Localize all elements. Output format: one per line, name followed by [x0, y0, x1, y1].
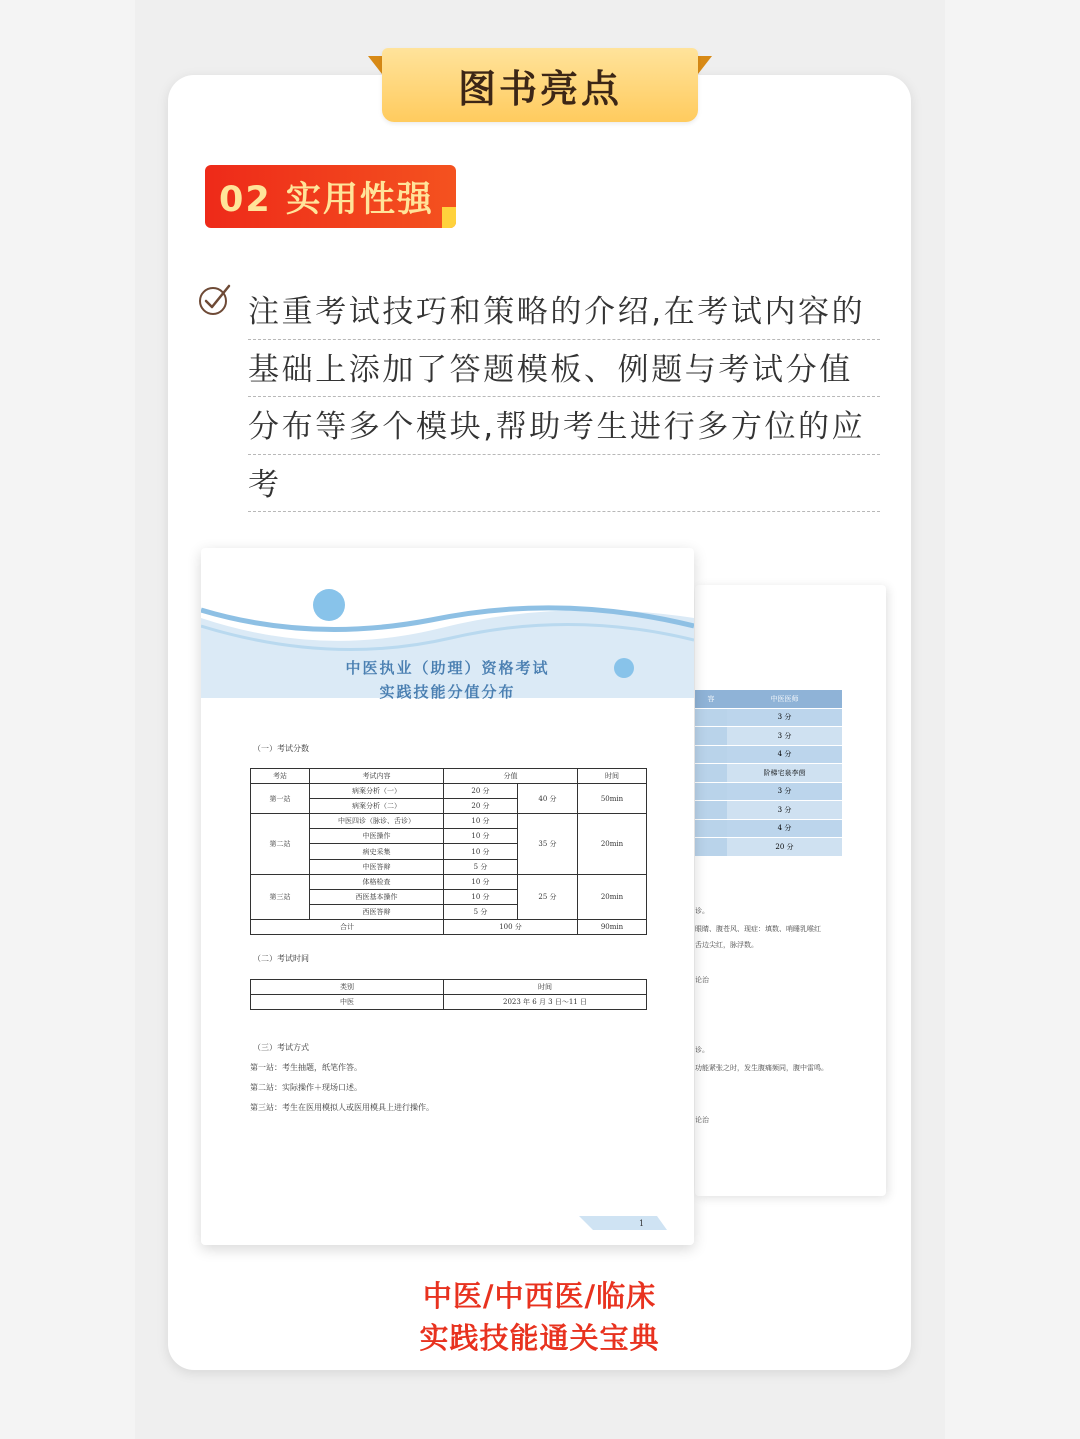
back-score-table [695, 689, 842, 856]
item-cell: 中医操作 [310, 829, 444, 844]
page-number-tab [579, 1212, 671, 1234]
back-table-cell: 3 分 [727, 801, 842, 820]
table-header: 考试内容 [310, 769, 444, 784]
item-score-cell: 5 分 [444, 904, 518, 919]
table-header: 类别 [251, 980, 444, 995]
section-heading: （二）考试时间 [253, 954, 309, 963]
station-time-cell: 20min [578, 874, 647, 919]
ribbon-fold-right [698, 56, 712, 74]
section-ribbon [382, 48, 698, 122]
item-cell: 西医基本操作 [310, 889, 444, 904]
item-cell: 西医答辩 [310, 904, 444, 919]
back-note: 论治 [695, 976, 709, 984]
item-score-cell: 10 分 [444, 874, 518, 889]
station-score-cell: 40 分 [518, 784, 578, 814]
sample-page-back [695, 585, 886, 1196]
back-table-cell: 阶梯宅泉李茵 [727, 764, 842, 783]
description-line: 分布等多个模块,帮助考生进行多方位的应 [248, 397, 880, 455]
section-heading: （三）考试方式 [253, 1043, 309, 1052]
badge-corner-accent [442, 207, 456, 228]
sample-page-front [201, 548, 694, 1245]
table-cell: 2023 年 6 月 3 日～11 日 [444, 995, 647, 1010]
back-table-cell: 20 分 [727, 838, 842, 856]
page-title-line1: 中医执业（助理）资格考试 [345, 659, 550, 677]
method-line: 第二站：实际操作＋现场口述。 [250, 1083, 362, 1092]
score-distribution-table [250, 768, 647, 935]
method-line: 第一站：考生抽题，纸笔作答。 [250, 1063, 362, 1072]
item-score-cell: 20 分 [444, 784, 518, 799]
footer-title-line1: 中医/中西医/临床 [422, 1279, 657, 1313]
table-header: 分值 [444, 769, 578, 784]
table-header: 时间 [444, 980, 647, 995]
item-cell: 病案分析（一） [310, 784, 444, 799]
back-note: 论治 [695, 1116, 709, 1124]
station-score-cell: 25 分 [518, 874, 578, 919]
station-cell: 第一站 [251, 784, 310, 814]
station-score-cell: 35 分 [518, 814, 578, 874]
back-note: 诊。 [695, 1046, 709, 1054]
table-header: 时间 [578, 769, 647, 784]
item-cell: 病史采集 [310, 844, 444, 859]
feature-badge-label: 02 实用性强 [219, 179, 434, 220]
back-table-cell: 4 分 [727, 819, 842, 838]
page-number: 1 [639, 1219, 645, 1228]
method-line: 第三站：考生在医用模拟人或医用模具上进行操作。 [250, 1103, 434, 1112]
description-line: 考 [248, 455, 880, 513]
checkmark-circle-icon [198, 283, 232, 317]
back-table-cell: 4 分 [727, 745, 842, 764]
item-cell: 体格检查 [310, 874, 444, 889]
item-score-cell: 10 分 [444, 844, 518, 859]
section-heading: （一）考试分数 [253, 744, 309, 753]
back-table-header: 中医医师 [727, 690, 842, 709]
feature-description [248, 282, 880, 512]
total-score-cell: 100 分 [444, 919, 578, 934]
item-cell: 中医四诊（脉诊、舌诊） [310, 814, 444, 829]
station-time-cell: 20min [578, 814, 647, 874]
description-line: 注重考试技巧和策略的介绍,在考试内容的 [248, 282, 880, 340]
item-score-cell: 10 分 [444, 889, 518, 904]
footer-title-line2: 实践技能通关宝典 [419, 1321, 660, 1355]
back-table-cell: 3 分 [727, 708, 842, 727]
total-time-cell: 90min [578, 919, 647, 934]
back-note: 眼睛、腹苍风、现症：填数、哨睡乳喉红 [695, 925, 821, 933]
station-time-cell: 50min [578, 784, 647, 814]
exam-time-table [250, 979, 647, 1010]
page-title-line2: 实践技能分值分布 [379, 683, 516, 701]
back-note: 舌边尖红，脉浮数。 [695, 941, 758, 949]
station-cell: 第三站 [251, 874, 310, 919]
back-table-cell: 3 分 [727, 782, 842, 801]
item-score-cell: 20 分 [444, 799, 518, 814]
item-score-cell: 10 分 [444, 829, 518, 844]
ribbon-fold-left [368, 56, 382, 74]
back-table-cell: 3 分 [727, 727, 842, 746]
back-note: 功能紧张之时，发生腹痛频同，腹中雷鸣。 [695, 1064, 828, 1072]
item-cell: 中医答辩 [310, 859, 444, 874]
description-line: 基础上添加了答题模板、例题与考试分值 [248, 340, 880, 398]
table-cell: 中医 [251, 995, 444, 1010]
back-note: 诊。 [695, 907, 709, 915]
ribbon-title: 图书亮点 [457, 66, 622, 111]
total-label-cell: 合计 [251, 919, 444, 934]
feature-badge [205, 165, 456, 228]
station-cell: 第二站 [251, 814, 310, 874]
table-header: 考站 [251, 769, 310, 784]
item-score-cell: 10 分 [444, 814, 518, 829]
item-score-cell: 5 分 [444, 859, 518, 874]
back-table-header: 容 [695, 690, 727, 709]
item-cell: 病案分析（二） [310, 799, 444, 814]
